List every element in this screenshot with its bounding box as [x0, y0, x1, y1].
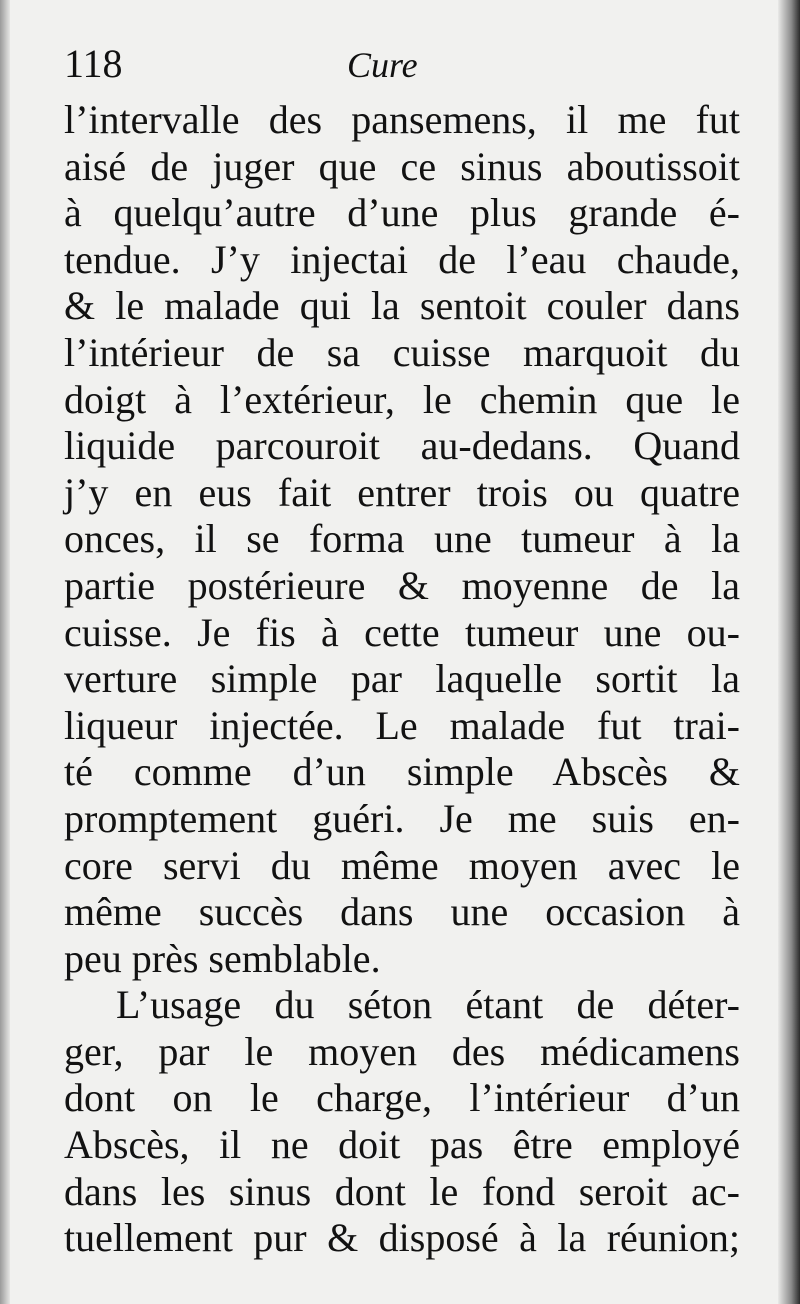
- text-line: liquide parcouroit au-dedans. Quand: [64, 423, 740, 469]
- text-line: té comme d’un simple Abscès &: [64, 749, 740, 795]
- paragraph-start-line: L’usage du séton étant de déter-: [116, 982, 740, 1028]
- text-line: dans les sinus dont le fond seroit ac-: [64, 1168, 740, 1214]
- text-line: tendue. J’y injectai de l’eau chaude,: [64, 236, 740, 282]
- text-line: l’intérieur de sa cuisse marquoit du: [64, 329, 740, 375]
- text-line: même succès dans une occasion à: [64, 889, 740, 935]
- text-line: verture simple par laquelle sortit la: [64, 656, 740, 702]
- text-line: cuisse. Je fis à cette tumeur une ou-: [64, 609, 740, 655]
- text-line: ger, par le moyen des médicamens: [64, 1028, 740, 1074]
- text-line: Abscès, il ne doit pas être employé: [64, 1122, 740, 1168]
- text-line: onces, il se forma une tumeur à la: [64, 516, 740, 562]
- text-line: aisé de juger que ce sinus aboutissoit: [64, 143, 740, 189]
- text-line: doigt à l’extérieur, le chemin que le: [64, 376, 740, 422]
- text-line: à quelqu’autre d’une plus grande é-: [64, 190, 740, 236]
- text-line: j’y en eus fait entrer trois ou quatre: [64, 469, 740, 515]
- page-right-edge: [778, 0, 800, 1304]
- page-left-edge: [0, 0, 10, 1304]
- text-line: liqueur injectée. Le malade fut trai-: [64, 702, 740, 748]
- running-head: Cure: [347, 45, 418, 85]
- page-number: 118: [64, 41, 123, 86]
- text-line: l’intervalle des pansemens, il me fut: [64, 97, 740, 142]
- text-line: & le malade qui la sentoit couler dans: [64, 283, 740, 329]
- text-line: peu près semblable.: [64, 935, 381, 981]
- text-line: dont on le charge, l’intérieur d’un: [64, 1075, 740, 1121]
- text-line: tuellement pur & disposé à la réunion;: [64, 1215, 740, 1261]
- text-line: partie postérieure & moyenne de la: [64, 562, 740, 608]
- text-line: core servi du même moyen avec le: [64, 842, 740, 888]
- body-text: [64, 97, 740, 1262]
- text-line: promptement guéri. Je me suis en-: [64, 795, 740, 841]
- page-header: [64, 40, 752, 92]
